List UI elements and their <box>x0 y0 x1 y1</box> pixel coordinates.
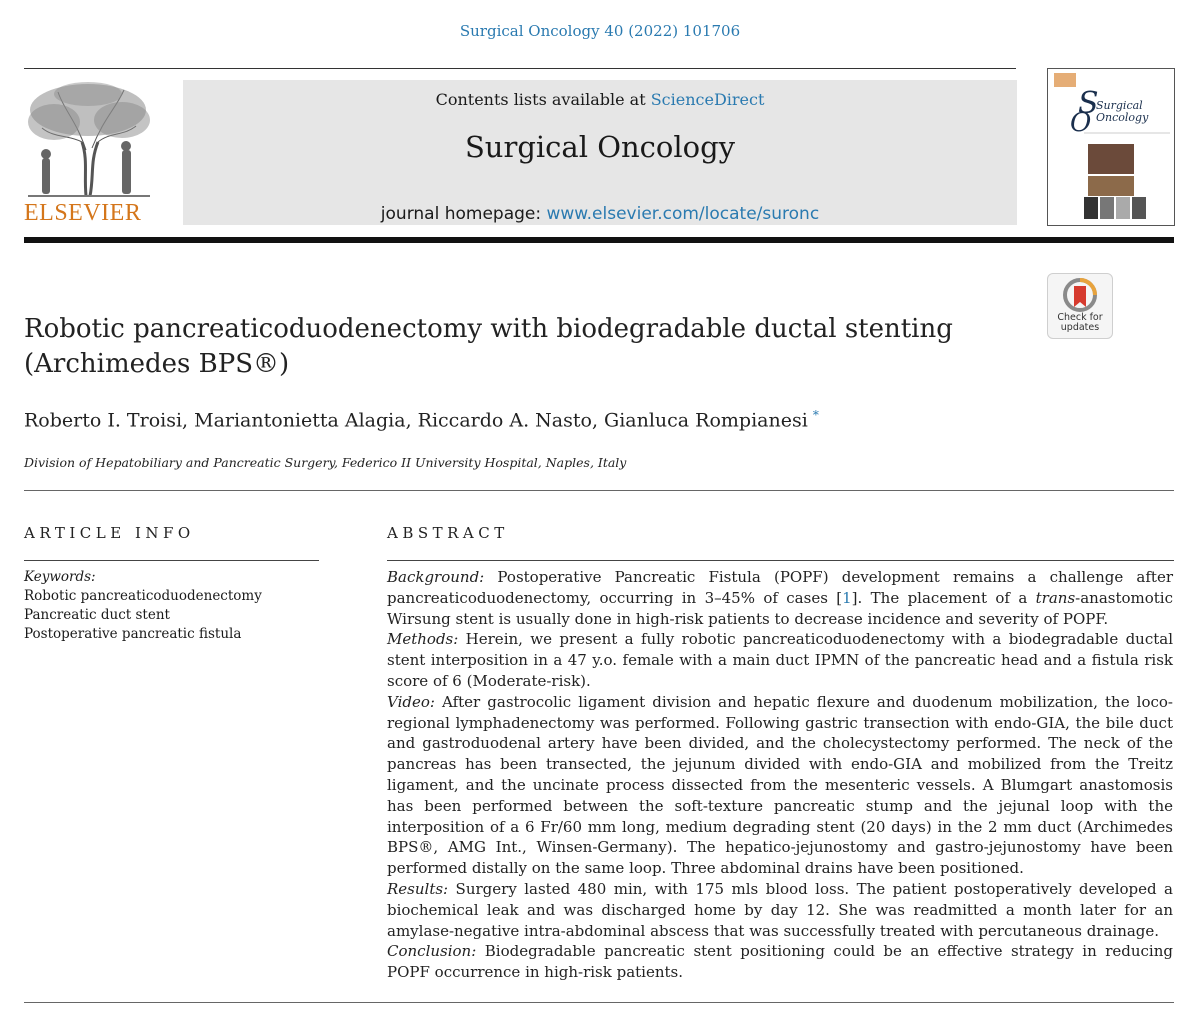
authors-text: Roberto I. Troisi, Mariantonietta Alagia, Riccardo A. Nasto, Gianluca Rompianesi <box>24 409 808 432</box>
journal-masthead <box>183 80 1017 225</box>
keyword-item: Pancreatic duct stent <box>24 607 170 623</box>
reference-link[interactable]: 1 <box>842 588 852 607</box>
affiliation: Division of Hepatobiliary and Pancreatic Surgery, Federico II University Hospital, Naples, Italy <box>24 455 627 470</box>
badge-line1: Check for <box>1057 312 1103 323</box>
abstract-methods <box>387 629 1173 691</box>
conclusion-label: Conclusion: <box>387 942 477 961</box>
background-italic: trans <box>1035 588 1076 607</box>
homepage-prefix: journal homepage: <box>380 204 547 224</box>
abstract-results <box>387 879 1173 941</box>
article-info-rule <box>24 560 319 561</box>
abstract-body <box>387 567 1173 983</box>
background-text: -anastomotic Wirsung stent is usually done in high-risk patients to decrease incidence and severity of POPF. <box>387 588 1173 628</box>
video-label: Video: <box>387 692 435 711</box>
header-thick-rule <box>24 237 1174 243</box>
corresponding-author-mark[interactable]: * <box>812 408 819 422</box>
results-label: Results: <box>387 879 449 898</box>
journal-title: Surgical Oncology <box>464 130 736 164</box>
article-info-heading: ARTICLE INFO <box>24 524 195 542</box>
elsevier-wordmark: ELSEVIER <box>24 200 142 226</box>
keywords-label: Keywords: <box>24 569 96 585</box>
journal-cover-thumbnail[interactable] <box>1047 68 1175 226</box>
author-list <box>24 408 819 431</box>
badge-label <box>1048 313 1112 333</box>
background-text: Postoperative Pancreatic Fistula (POPF) development remains a challenge after pancreaticoduodenectomy, occurring in 3–45% of cases [ <box>387 568 1173 607</box>
contents-available-line <box>183 90 1017 109</box>
contents-prefix: Contents lists available at <box>435 90 651 109</box>
svg-text:S: S <box>1078 86 1099 121</box>
sciencedirect-link[interactable]: ScienceDirect <box>650 90 765 109</box>
cover-title-line1: Surgical <box>1096 99 1143 112</box>
keyword-item: Robotic pancreaticoduodenectomy <box>24 588 262 604</box>
abstract-background <box>387 567 1173 629</box>
conclusion-text: Biodegradable pancreatic stent positioning could be an effective strategy in reducing POPF occurrence in high-risk patients. <box>387 942 1173 982</box>
video-text: After gastrocolic ligament division and hepatic flexure and duodenum mobilization, the loco-regional lymphadenectomy was performed. Following gastric transection with endo-GIA, the bile duct and gastroduodenal artery have been divided, and the cholecystectomy performed. The neck of the pancreas has been transected, the jejunum divided with endo-GIA and mobilized from the Treitz ligament, and the uncinate process dissected from the mesenteric vessels. A Blumgart anastomosis has been performed between the soft-texture pancreatic stump and the jejunal loop with the interposition of a 6 Fr/60 mm long, medium degrading stent (20 days) in the 2 mm duct (Archimedes BPS®, AMG Int., Winsen-Germany). The hepatico-jejunostomy and gastro-jejunostomy have been performed distally on the same loop. Three abdominal drains have been positioned. <box>387 692 1173 878</box>
journal-homepage-line <box>183 204 1017 224</box>
article-title: Robotic pancreaticoduodenectomy with biodegradable ductal stenting (Archimedes BPS®) <box>24 314 953 379</box>
background-text: ]. The placement of a <box>851 588 1036 607</box>
journal-homepage-link[interactable]: www.elsevier.com/locate/suronc <box>546 204 820 224</box>
journal-citation[interactable]: Surgical Oncology 40 (2022) 101706 <box>459 22 741 40</box>
abstract-heading: ABSTRACT <box>387 524 509 542</box>
background-label: Background: <box>387 568 485 586</box>
results-text: Surgery lasted 480 min, with 175 mls blood loss. The patient postoperatively developed a biochemical leak and was discharged home by day 12. She was readmitted a month later for an amylase-negative intra-abdominal abscess that was successfully treated with percutaneous drainage. <box>387 879 1173 940</box>
section-divider <box>24 490 1174 491</box>
bookmark-ribbon-icon <box>1061 277 1099 313</box>
keyword-item: Postoperative pancreatic fistula <box>24 626 242 642</box>
methods-text: Herein, we present a fully robotic pancreaticoduodenectomy with a biodegradable ductal stent interposition in a 47 y.o. female with a main duct IPMN of the pancreatic head and a fistula risk score of 6 (Moderate-risk). <box>387 630 1173 690</box>
methods-label: Methods: <box>387 630 459 649</box>
keywords-block <box>24 568 319 644</box>
abstract-conclusion <box>387 941 1173 983</box>
masthead-top-rule <box>24 68 1016 69</box>
cover-title-line2: Oncology <box>1096 111 1149 124</box>
svg-text:O: O <box>1070 108 1092 138</box>
check-for-updates-badge[interactable] <box>1047 273 1113 339</box>
badge-line2: updates <box>1060 322 1100 333</box>
bottom-rule <box>24 1002 1174 1003</box>
abstract-rule <box>387 560 1174 561</box>
abstract-video <box>387 692 1173 879</box>
